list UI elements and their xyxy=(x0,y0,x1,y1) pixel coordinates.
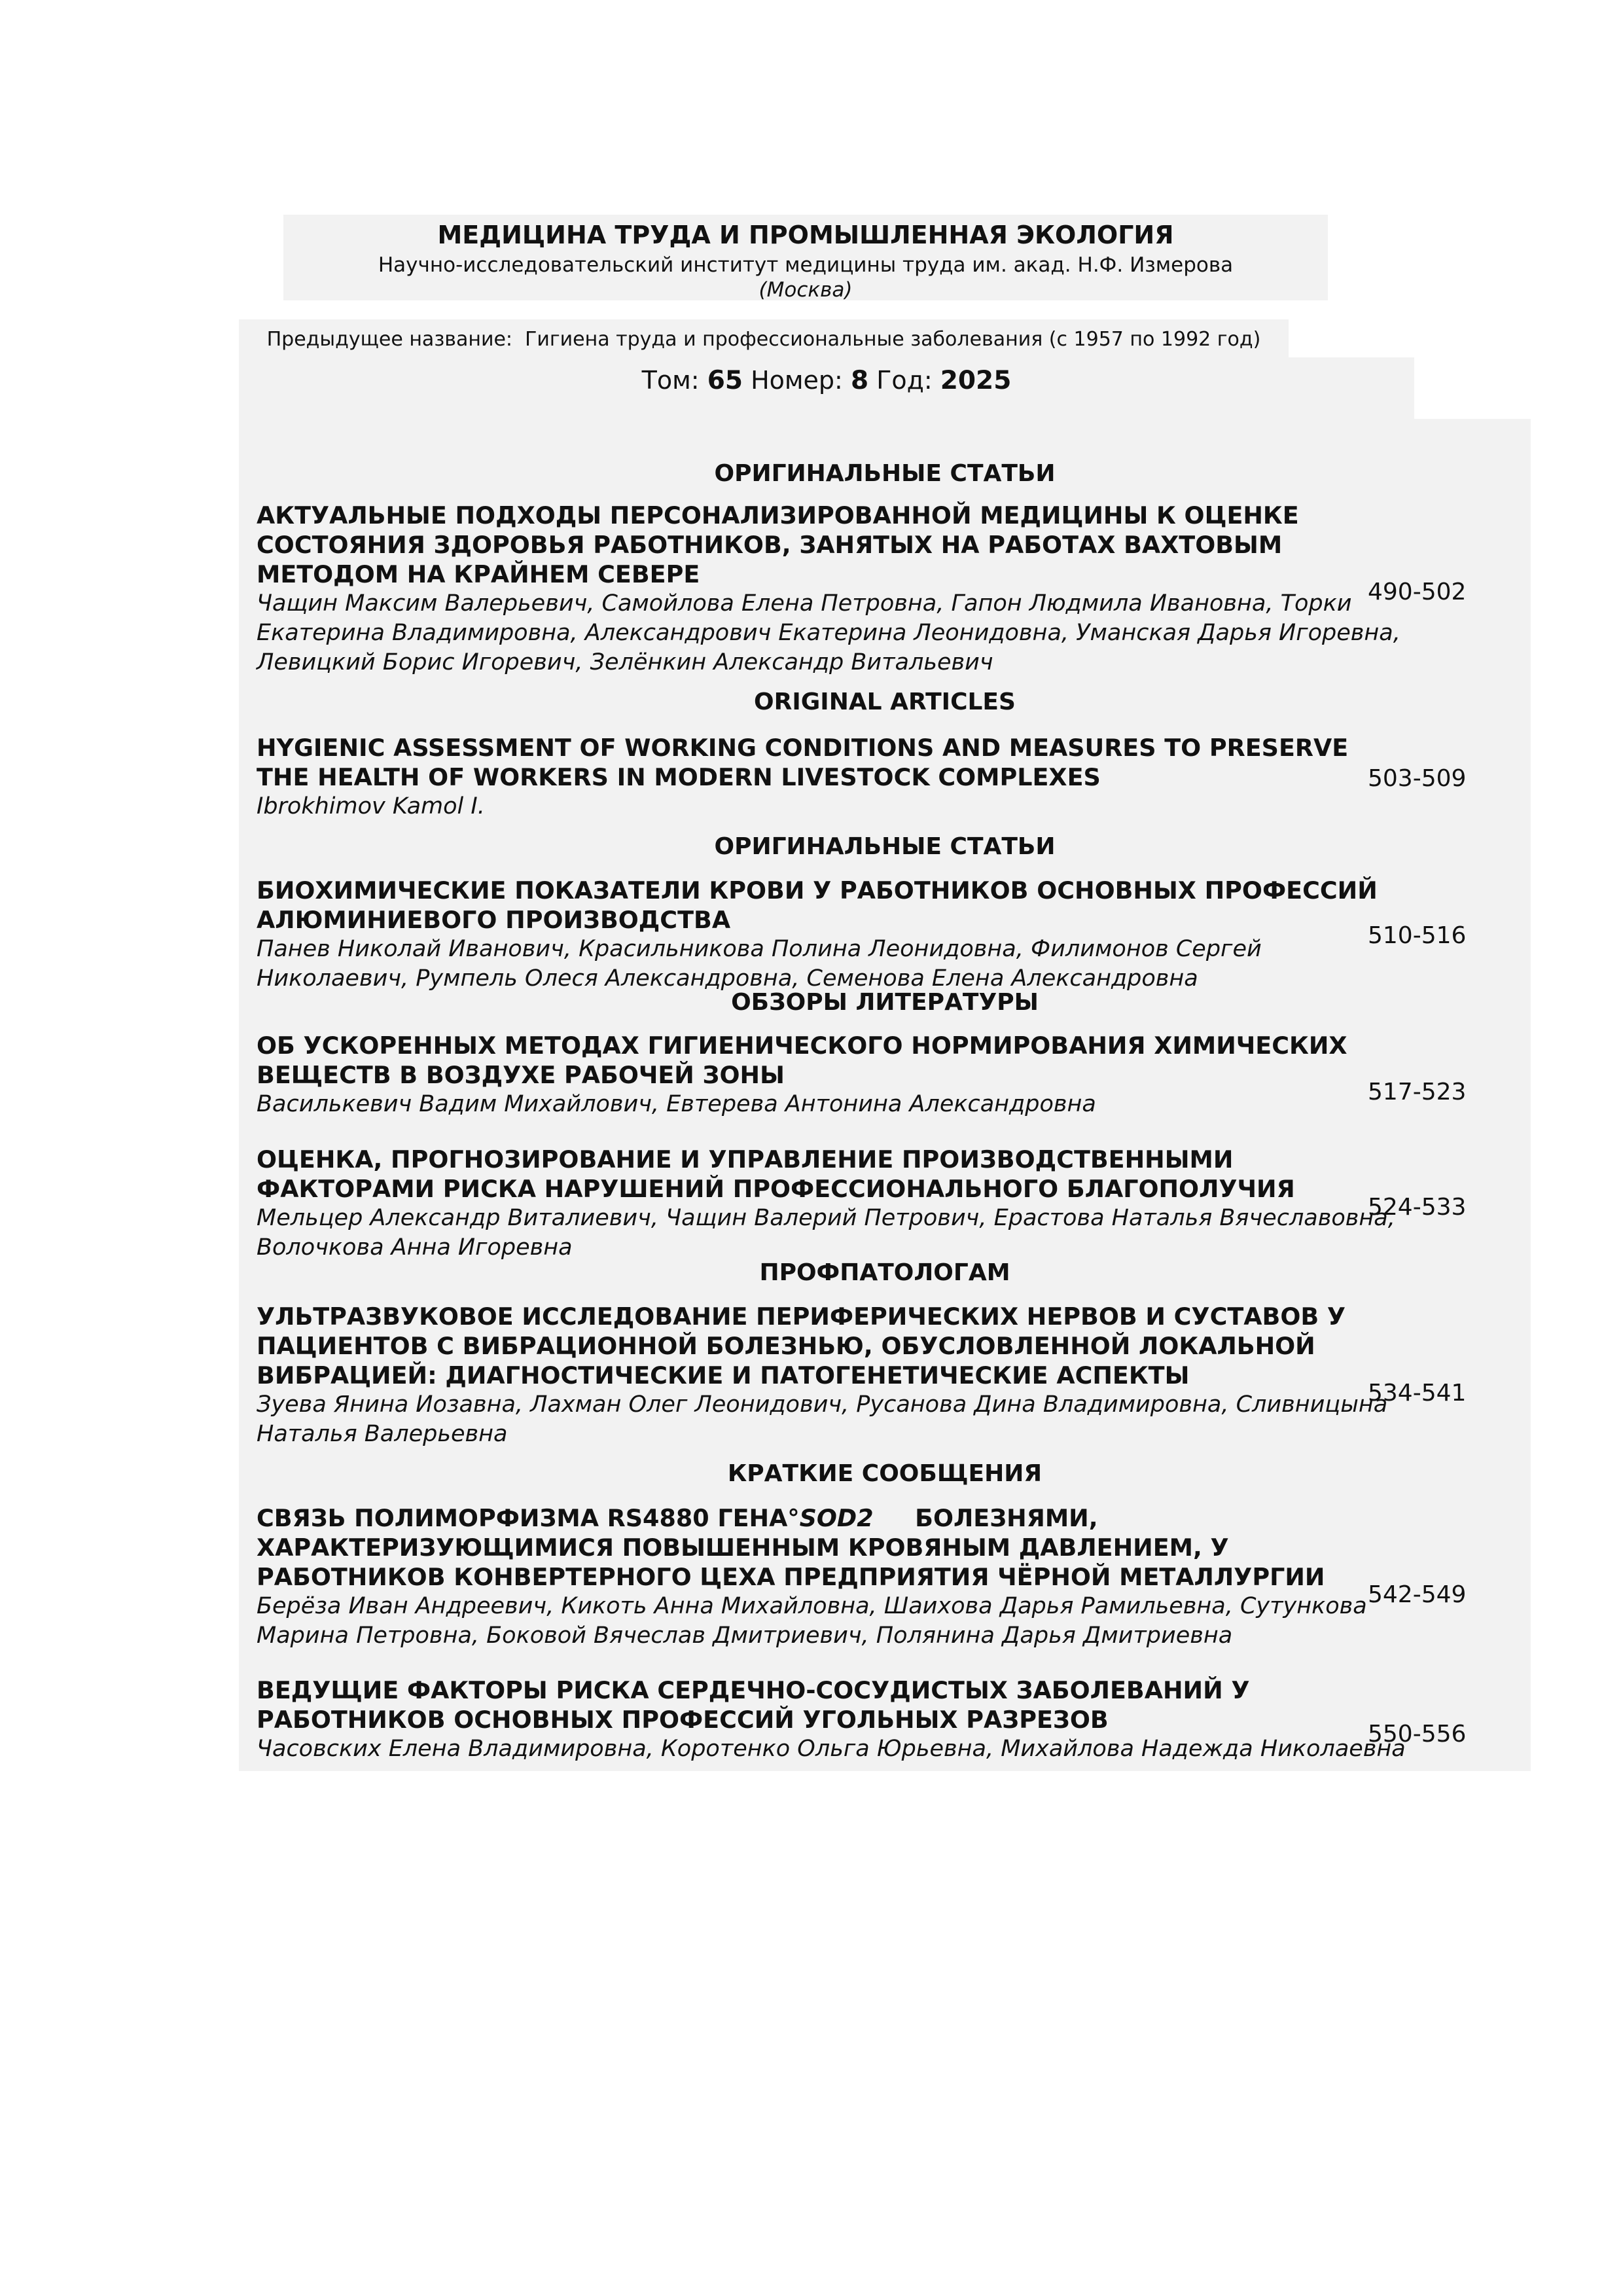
previous-name-label: Предыдущее название: xyxy=(266,328,513,351)
article-title-line[interactable] xyxy=(257,1503,1330,1533)
article-title-line[interactable]: HYGIENIC ASSESSMENT OF WORKING CONDITIONS AND MEASURES TO PRESERVE xyxy=(257,734,1349,762)
article-title-line[interactable]: БИОХИМИЧЕСКИЕ ПОКАЗАТЕЛИ КРОВИ У РАБОТНИКОВ ОСНОВНЫХ ПРОФЕССИЙ xyxy=(257,876,1378,905)
toc-entry[interactable] xyxy=(257,1503,1367,1651)
article-title-line[interactable]: РАБОТНИКОВ КОНВЕРТЕРНОГО ЦЕХА ПРЕДПРИЯТИЯ ЧЁРНОЙ МЕТАЛЛУРГИИ xyxy=(257,1563,1325,1591)
previous-name-value: Гигиена труда и профессиональные заболевания (с 1957 по 1992 год) xyxy=(525,328,1261,351)
number-label: Номер: xyxy=(751,366,843,395)
article-title-line[interactable]: ВЕДУЩИЕ ФАКТОРЫ РИСКА СЕРДЕЧНО-СОСУДИСТЫХ ЗАБОЛЕВАНИЙ У xyxy=(257,1676,1250,1704)
number-value: 8 xyxy=(850,366,869,395)
article-authors-line: Ibrokhimov Kamol I. xyxy=(257,793,485,819)
toc-entry[interactable] xyxy=(257,733,1349,821)
article-title-line[interactable]: ВИБРАЦИЕЙ: ДИАГНОСТИЧЕСКИЕ И ПАТОГЕНЕТИЧЕСКИЕ АСПЕКТЫ xyxy=(257,1361,1190,1390)
article-pages: 503-509 xyxy=(1368,765,1467,792)
article-authors-line: Левицкий Борис Игоревич, Зелёнкин Александр Витальевич xyxy=(257,649,993,675)
journal-city: (Москва) xyxy=(758,278,853,302)
toc-entry[interactable] xyxy=(257,1302,1388,1449)
article-authors-line: Екатерина Владимировна, Александрович Екатерина Леонидовна, Уманская Дарья Игоревна, xyxy=(257,620,1400,646)
section-heading: ОРИГИНАЛЬНЫЕ СТАТЬИ xyxy=(714,833,1056,860)
article-title-line[interactable]: АКТУАЛЬНЫЕ ПОДХОДЫ ПЕРСОНАЛИЗИРОВАННОЙ МЕДИЦИНЫ К ОЦЕНКЕ xyxy=(257,501,1299,529)
article-title-line[interactable]: ФАКТОРАМИ РИСКА НАРУШЕНИЙ ПРОФЕССИОНАЛЬНОГО БЛАГОПОЛУЧИЯ xyxy=(257,1175,1295,1203)
article-authors-line: Волочкова Анна Игоревна xyxy=(257,1234,573,1261)
article-title-part[interactable]: БОЛЕЗНЯМИ, xyxy=(873,1504,1098,1532)
section-heading: ORIGINAL ARTICLES xyxy=(754,689,1016,715)
article-pages: 490-502 xyxy=(1368,579,1467,605)
journal-title: МЕДИЦИНА ТРУДА И ПРОМЫШЛЕННАЯ ЭКОЛОГИЯ xyxy=(437,221,1174,249)
journal-header xyxy=(283,215,1328,300)
article-title-line[interactable]: ВЕЩЕСТВ В ВОЗДУХЕ РАБОЧЕЙ ЗОНЫ xyxy=(257,1061,785,1089)
toc-entry[interactable] xyxy=(257,1031,1347,1119)
section-heading: ПРОФПАТОЛОГАМ xyxy=(759,1259,1010,1286)
section-heading: ОБЗОРЫ ЛИТЕРАТУРЫ xyxy=(731,989,1039,1016)
article-pages: 542-549 xyxy=(1368,1581,1467,1608)
volume-label: Том: xyxy=(641,366,700,395)
article-title-line[interactable]: ХАРАКТЕРИЗУЮЩИМИСЯ ПОВЫШЕННЫМ КРОВЯНЫМ ДАВЛЕНИЕМ, У xyxy=(257,1534,1229,1562)
article-authors-line: Чащин Максим Валерьевич, Самойлова Елена Петровна, Гапон Людмила Ивановна, Торки xyxy=(257,590,1352,617)
year-label: Год: xyxy=(876,366,933,395)
article-title-line[interactable]: УЛЬТРАЗВУКОВОЕ ИССЛЕДОВАНИЕ ПЕРИФЕРИЧЕСКИХ НЕРВОВ И СУСТАВОВ У xyxy=(257,1302,1346,1331)
section-heading: КРАТКИЕ СООБЩЕНИЯ xyxy=(727,1460,1043,1487)
article-authors-line: Зуева Янина Иозавна, Лахман Олег Леонидович, Русанова Дина Владимировна, Сливницына xyxy=(257,1391,1388,1418)
article-title-line[interactable]: THE HEALTH OF WORKERS IN MODERN LIVESTOCK COMPLEXES xyxy=(257,763,1101,791)
year-value: 2025 xyxy=(940,366,1012,395)
article-pages: 524-533 xyxy=(1368,1194,1467,1221)
article-title-line[interactable]: МЕТОДОМ НА КРАЙНЕМ СЕВЕРЕ xyxy=(257,560,700,588)
article-title-line[interactable]: РАБОТНИКОВ ОСНОВНЫХ ПРОФЕССИЙ УГОЛЬНЫХ РАЗРЕЗОВ xyxy=(257,1706,1109,1734)
article-title-line[interactable]: ОЦЕНКА, ПРОГНОЗИРОВАНИЕ И УПРАВЛЕНИЕ ПРОИЗВОДСТВЕННЫМИ xyxy=(257,1145,1234,1174)
article-authors-line: Марина Петровна, Боковой Вячеслав Дмитриевич, Полянина Дарья Дмитриевна xyxy=(257,1623,1233,1649)
article-pages: 510-516 xyxy=(1368,922,1467,949)
article-authors-line: Василькевич Вадим Михайлович, Евтерева Антонина Александровна xyxy=(257,1091,1096,1117)
previous-name xyxy=(239,319,1289,360)
toc-entry[interactable] xyxy=(257,501,1400,677)
article-title-line[interactable]: ПАЦИЕНТОВ С ВИБРАЦИОННОЙ БОЛЕЗНЬЮ, ОБУСЛОВЛЕННОЙ ЛОКАЛЬНОЙ xyxy=(257,1332,1315,1360)
section-heading: ОРИГИНАЛЬНЫЕ СТАТЬИ xyxy=(714,460,1056,487)
table-of-contents xyxy=(239,419,1531,1771)
gene-name[interactable]: SOD2 xyxy=(799,1504,874,1532)
article-pages: 517-523 xyxy=(1368,1079,1467,1105)
article-title-line[interactable]: СОСТОЯНИЯ ЗДОРОВЬЯ РАБОТНИКОВ, ЗАНЯТЫХ НА РАБОТАХ ВАХТОВЫМ xyxy=(257,531,1283,559)
article-authors-line: Часовских Елена Владимировна, Коротенко Ольга Юрьевна, Михайлова Надежда Николаевна xyxy=(257,1736,1406,1762)
toc-entry[interactable] xyxy=(257,1676,1406,1764)
article-title-line[interactable]: ОБ УСКОРЕННЫХ МЕТОДАХ ГИГИЕНИЧЕСКОГО НОРМИРОВАНИЯ ХИМИЧЕСКИХ xyxy=(257,1031,1347,1060)
article-authors-line: Панев Николай Иванович, Красильникова Полина Леонидовна, Филимонов Сергей xyxy=(257,936,1262,962)
article-authors-line: Берёза Иван Андреевич, Кикоть Анна Михайловна, Шаихова Дарья Рамильевна, Сутункова xyxy=(257,1593,1367,1619)
toc-entry[interactable] xyxy=(257,1145,1395,1263)
article-pages: 534-541 xyxy=(1368,1380,1467,1407)
article-pages: 550-556 xyxy=(1368,1721,1467,1748)
article-authors-line: Наталья Валерьевна xyxy=(257,1421,508,1447)
article-authors-line: Мельцер Александр Виталиевич, Чащин Валерий Петрович, Ерастова Наталья Вячеславовна, xyxy=(257,1205,1395,1231)
article-title-line[interactable]: АЛЮМИНИЕВОГО ПРОИЗВОДСТВА xyxy=(257,906,731,934)
issue-info xyxy=(239,357,1414,420)
volume-value: 65 xyxy=(707,366,743,395)
article-authors-line: Николаевич, Румпель Олеся Александровна, Семенова Елена Александровна xyxy=(257,965,1198,992)
toc-entry[interactable] xyxy=(257,876,1378,994)
article-title-part[interactable]: СВЯЗЬ ПОЛИМОРФИЗМА RS4880 ГЕНА° xyxy=(257,1504,800,1532)
journal-institute: Научно-исследовательский институт медицины труда им. акад. Н.Ф. Измерова xyxy=(378,253,1234,277)
